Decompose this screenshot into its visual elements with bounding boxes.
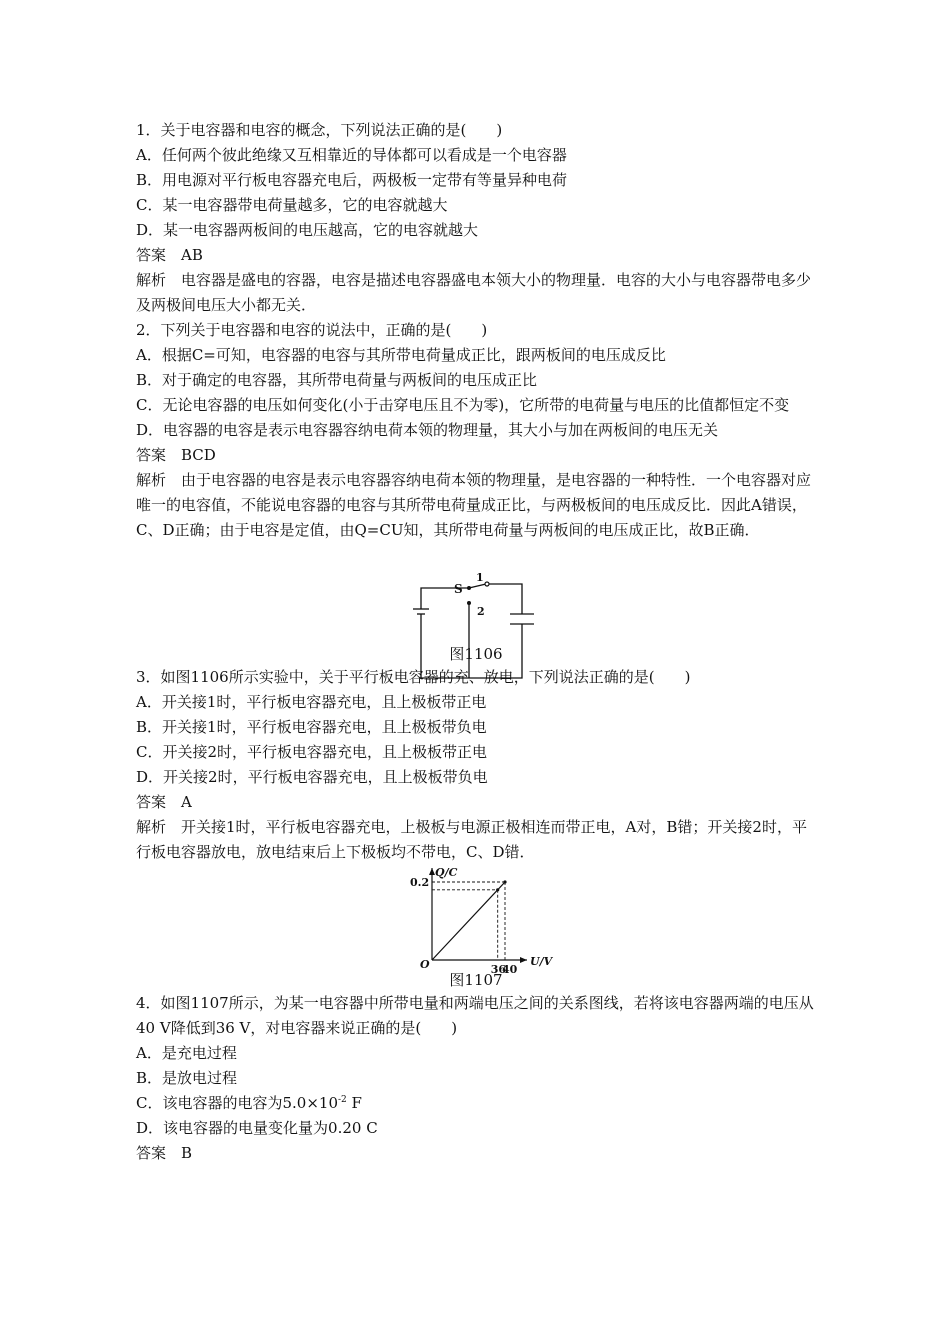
- q3-option-b: B．开关接1时，平行板电容器充电，且上极板带负电: [136, 718, 487, 736]
- q2-option-d: D．电容器的电容是表示电容器容纳电荷本领的物理量，其大小与加在两板间的电压无关: [136, 421, 719, 439]
- data-point-36: [496, 888, 499, 891]
- q3-analysis: 解析 开关接1时，平行板电容器充电，上极板与电源正极相连而带正电，A对，B错；开关接2时，平行板电容器放电，放电结束后上下极板均不带电，C、D错．: [136, 818, 807, 861]
- q2-answer: 答案 BCD: [136, 446, 216, 464]
- wire-contact1: [488, 584, 522, 614]
- q2-option-b: B．对于确定的电容器，其所带电荷量与两板间的电压成正比: [136, 371, 538, 389]
- x-axis-arrow: [520, 957, 527, 963]
- switch-label: S: [454, 582, 463, 596]
- x-tick-40: 40: [502, 963, 518, 976]
- figure-circuit: [136, 543, 816, 643]
- switch-blade: [469, 584, 486, 588]
- q2-option-c: C．无论电容器的电压如何变化(小于击穿电压且不为零)，它所带的电荷量与电压的比值都恒定不变: [136, 396, 790, 414]
- q1-analysis: 解析 电容器是盛电的容器，电容是描述电容器盛电本领大小的物理量．电容的大小与电容器带电多少及两极间电压大小都无关．: [136, 271, 812, 314]
- figure2-caption: 图1107: [449, 971, 503, 989]
- q4-stem: 4．如图1107所示，为某一电容器中所带电量和两端电压之间的关系图线，若将该电容器两端的电压从40 V降低到36 V，对电容器来说正确的是( ): [136, 994, 814, 1037]
- q4-option-c-exponent: -2: [338, 1095, 347, 1105]
- q3-stem: 3．如图1106所示实验中，关于平行板电容器的充、放电，下列说法正确的是( ): [136, 668, 691, 686]
- figure-qu-chart: [136, 865, 816, 976]
- q4-option-d: D．该电容器的电量变化量为0.20 C: [136, 1119, 378, 1137]
- q4-option-c-unit: F: [346, 1094, 362, 1112]
- origin-label: O: [420, 958, 430, 971]
- qu-chart-svg: [136, 865, 816, 976]
- q1-option-d: D．某一电容器两板间的电压越高，它的电容就越大: [136, 221, 479, 239]
- contact2-terminal: [467, 601, 471, 605]
- q4-option-a: A．是充电过程: [136, 1044, 237, 1062]
- figure1-caption: 图1106: [449, 645, 503, 663]
- q2-stem: 2．下列关于电容器和电容的说法中，正确的是( ): [136, 321, 488, 339]
- q1-option-c: C．某一电容器带电荷量越多，它的电容就越大: [136, 196, 448, 214]
- q1-stem: 1．关于电容器和电容的概念，下列说法正确的是( ): [136, 121, 503, 139]
- qu-series-line: [432, 882, 505, 960]
- q3-option-c: C．开关接2时，平行板电容器充电，且上极板带正电: [136, 743, 488, 761]
- contact1-label: 1: [476, 571, 484, 584]
- document-page: [136, 118, 816, 1166]
- q1-option-b: B．用电源对平行板电容器充电后，两极板一定带有等量异种电荷: [136, 171, 568, 189]
- q4-option-c: [136, 1091, 816, 1116]
- circuit-diagram: [136, 543, 816, 643]
- q4-option-b: B．是放电过程: [136, 1069, 238, 1087]
- data-point-40: [503, 880, 506, 883]
- q1-option-a: A．任何两个彼此绝缘又互相靠近的导体都可以看成是一个电容器: [136, 146, 567, 164]
- q3-answer: 答案 A: [136, 793, 192, 811]
- q3-option-a: A．开关接1时，平行板电容器充电，且上极板带正电: [136, 693, 487, 711]
- switch-pivot: [467, 586, 471, 590]
- q1-answer: 答案 AB: [136, 246, 203, 264]
- x-tick-36: 36: [490, 963, 507, 976]
- contact2-label: 2: [477, 605, 485, 618]
- q4-answer: 答案 B: [136, 1144, 193, 1162]
- contact1-terminal: [485, 582, 489, 586]
- y-axis-label: Q/C: [435, 866, 458, 879]
- x-axis-label: U/V: [530, 955, 553, 968]
- q2-option-a: A．根据C=可知，电容器的电容与其所带电荷量成正比，跟两板间的电压成反比: [136, 346, 666, 364]
- y-tick-0-2: 0.2: [410, 876, 430, 889]
- q2-analysis: 解析 由于电容器的电容是表示电容器容纳电荷本领的物理量，是电容器的一种特性．一个电容器对应唯一的电容值，不能说电容器的电容与其所带电荷量成正比，与两极板间的电压成反比．因此A错误，C、D正确；由于电容是定值，由Q=CU知，其所带电荷量与两板间的电压成正比，故B正确．: [136, 471, 812, 539]
- q4-option-c-text: C．该电容器的电容为5.0×10: [136, 1094, 338, 1112]
- q3-option-d: D．开关接2时，平行板电容器充电，且上极板带负电: [136, 768, 488, 786]
